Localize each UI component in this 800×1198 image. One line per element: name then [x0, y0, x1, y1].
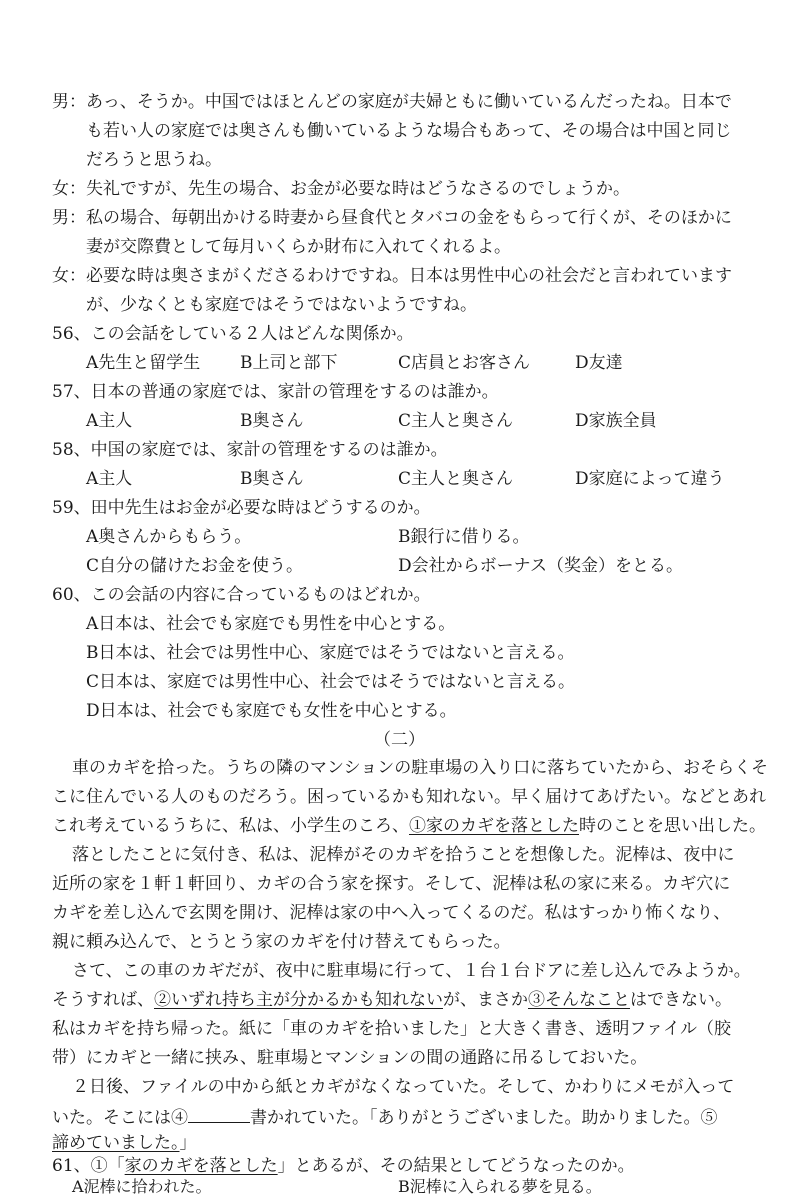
answer-option: B日本は、社会では男性中心、家庭ではそうではないと言える。 [86, 643, 575, 663]
dialogue-line: 妻が交際費として毎月いくらか財布に入れてくれるよ。 [86, 237, 511, 257]
dialogue-line: も若い人の家庭では奥さんも働いているような場合もあって、その場合は中国と同じ [86, 121, 732, 141]
passage-line: こに住んでいる人のものだろう。困っているかも知れない。早く届けてあげたい。などとあれ [52, 787, 766, 807]
dialogue-speaker: 男： [52, 208, 86, 228]
question-stem: 60、この会話の内容に合っているものはどれか。 [52, 585, 431, 605]
underlined-phrase: ①家のカギを落とした [409, 816, 579, 836]
answer-option: A泥棒に拾われた。 [72, 1177, 212, 1196]
answer-option: D日本は、社会でも家庭でも女性を中心とする。 [86, 701, 457, 721]
answer-blank [188, 1108, 250, 1123]
question-stem: 57、日本の普通の家庭では、家計の管理をするのは誰か。 [52, 382, 499, 402]
answer-option: D会社からボーナス（奖金）をとる。 [398, 556, 683, 576]
passage-line: いた。そこには④ 書かれていた。「ありがとうございました。助かりました。⑤ [52, 1108, 718, 1128]
answer-option: B上司と部下 [240, 353, 338, 373]
dialogue-line: 私の場合、毎朝出かける時妻から昼食代とタバコの金をもらって行くが、そのほかに [86, 208, 732, 228]
passage-line: カギを差し込んで玄関を開け、泥棒は家の中へ入ってくるのだ。私はすっかり怖くなり、 [52, 903, 731, 923]
passage-line: 車のカギを拾った。うちの隣のマンションの駐車場の入り口に落ちていたから、おそらくそ [72, 758, 769, 778]
dialogue-line: 必要な時は奥さまがくださるわけですね。日本は男性中心の社会だと言われています [86, 266, 732, 286]
passage-line: ２日後、ファイルの中から紙とカギがなくなっていた。そして、かわりにメモが入って [72, 1077, 735, 1097]
answer-option: C自分の儲けたお金を使う。 [86, 556, 304, 576]
answer-option: B奥さん [240, 469, 304, 489]
answer-option: A先生と留学生 [86, 353, 201, 373]
answer-option: A日本は、社会でも家庭でも男性を中心とする。 [86, 614, 456, 634]
passage-line: 近所の家を１軒１軒回り、カギの合う家を探す。そして、泥棒は私の家に来る。カギ穴に [52, 874, 731, 894]
answer-option: A主人 [86, 411, 133, 431]
answer-option: C主人と奥さん [398, 469, 514, 489]
answer-option: D友達 [575, 353, 623, 373]
passage-line: 落としたことに気付き、私は、泥棒がそのカギを拾うことを想像した。泥棒は、夜中に [72, 845, 735, 865]
dialogue-line: が、少なくとも家庭ではそうではないようですね。 [86, 295, 477, 315]
answer-option: A奥さんからもらう。 [86, 527, 252, 547]
question-stem: 58、中国の家庭では、家計の管理をするのは誰か。 [52, 440, 448, 460]
answer-option: B泥棒に入られる夢を見る。 [398, 1177, 602, 1196]
underlined-phrase: ③そんなこと [528, 990, 630, 1010]
passage-line: 带）にカギと一緒に挟み、駐車場とマンションの間の通路に吊るしておいた。 [52, 1048, 648, 1068]
underlined-phrase: 諦めていました。 [52, 1133, 180, 1153]
passage-line: これ考えているうちに、私は、小学生のころ、①家のカギを落とした時のことを思い出した。 [52, 816, 766, 836]
question-stem: 61、①「家のカギを落とした」とあるが、その結果としてどうなったのか。 [52, 1156, 635, 1176]
underlined-phrase: ②いずれ持ち主が分かるかも知れない [154, 990, 443, 1010]
answer-option: B奥さん [240, 411, 304, 431]
answer-option: C主人と奥さん [398, 411, 514, 431]
dialogue-speaker: 女： [52, 266, 86, 286]
dialogue-line: あっ、そうか。中国ではほとんどの家庭が夫婦ともに働いているんだったね。日本で [86, 92, 732, 112]
question-stem: 56、この会話をしている２人はどんな関係か。 [52, 324, 414, 344]
dialogue-speaker: 男： [52, 92, 86, 112]
passage-line: 親に頼み込んで、とうとう家のカギを付け替えてもらった。 [52, 932, 511, 952]
answer-option: D家族全員 [575, 411, 657, 431]
underlined-phrase: 家のカギを落とした [124, 1156, 278, 1176]
dialogue-line: 失礼ですが、先生の場合、お金が必要な時はどうなさるのでしょうか。 [86, 179, 630, 199]
passage-line: そうすれば、②いずれ持ち主が分かるかも知れないが、まさか③そんなことはできない。 [52, 990, 732, 1010]
dialogue-speaker: 女： [52, 179, 86, 199]
answer-option: A主人 [86, 469, 133, 489]
answer-option: C店員とお客さん [398, 353, 531, 373]
section-title: （二） [374, 730, 425, 750]
answer-option: D家庭によって違う [575, 469, 725, 489]
question-stem: 59、田中先生はお金が必要な時はどうするのか。 [52, 498, 431, 518]
passage-line: 私はカギを持ち帰った。紙に「車のカギを拾いました」と大きく書き、透明ファイル（胶 [52, 1019, 731, 1039]
passage-line: さて、この車のカギだが、夜中に駐車場に行って、１台１台ドアに差し込んでみようか。 [72, 961, 751, 981]
answer-option: C日本は、家庭では男性中心、社会ではそうではないと言える。 [86, 672, 576, 692]
passage-line: 諦めていました。」 [52, 1133, 197, 1153]
answer-option: B銀行に借りる。 [398, 527, 530, 547]
dialogue-line: だろうと思うね。 [86, 150, 222, 170]
